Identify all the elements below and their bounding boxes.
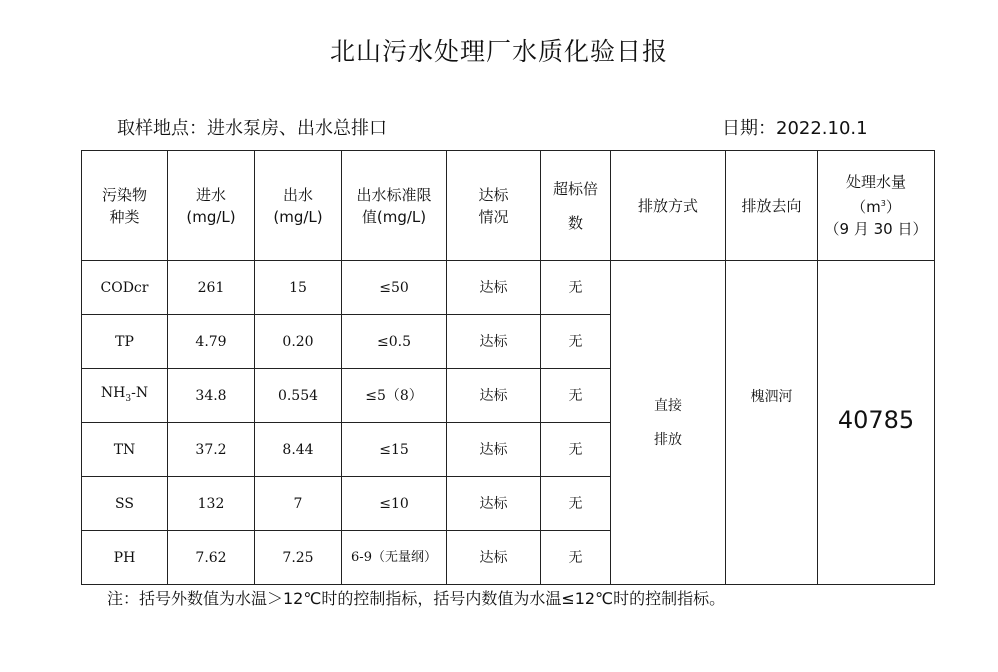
header-volume: [818, 151, 935, 261]
row-limit: ≤50: [342, 261, 447, 315]
header-outflow-line2: (mg/L): [273, 207, 323, 226]
unit-prefix: （m: [851, 198, 881, 216]
row-inflow: 261: [168, 261, 255, 315]
water-quality-table: [81, 150, 935, 585]
header-limit: [342, 151, 447, 261]
sampling-location: 取样地点：进水泵房、出水总排口: [117, 118, 387, 139]
row-item: TP: [82, 315, 168, 369]
unit-sup: 3: [880, 199, 886, 208]
header-limit-line2: 值(mg/L): [361, 207, 427, 226]
header-status: [447, 151, 541, 261]
header-volume-line2: [818, 193, 934, 218]
row-outflow: 7.25: [255, 531, 342, 585]
item-sub: 3: [125, 393, 132, 404]
header-exceed-line2: 数: [567, 213, 583, 232]
row-outflow: 0.20: [255, 315, 342, 369]
discharge-method: [611, 261, 726, 585]
row-inflow: 4.79: [168, 315, 255, 369]
row-exceed: 无: [541, 369, 611, 423]
row-outflow: 7: [255, 477, 342, 531]
row-item: CODcr: [82, 261, 168, 315]
row-inflow: 34.8: [168, 369, 255, 423]
row-item: [82, 369, 168, 423]
header-status-line1: 达标: [478, 185, 509, 204]
item-main: NH: [100, 384, 126, 401]
treated-volume: 40785: [818, 261, 935, 585]
row-exceed: 无: [541, 423, 611, 477]
header-pollutant-line1: 污染物: [101, 185, 147, 204]
row-status: 达标: [447, 423, 541, 477]
row-exceed: 无: [541, 477, 611, 531]
header-volume-line1: 处理水量: [845, 173, 906, 191]
row-inflow: 37.2: [168, 423, 255, 477]
row-status: 达标: [447, 261, 541, 315]
footnote: 注：括号外数值为水温＞12℃时的控制指标，括号内数值为水温≤12℃时的控制指标。: [107, 589, 726, 608]
table-row: [82, 261, 935, 315]
row-inflow: 132: [168, 477, 255, 531]
row-exceed: 无: [541, 261, 611, 315]
header-exceed-line1: 超标倍: [552, 179, 598, 198]
header-exceed: [541, 151, 611, 261]
row-inflow: 7.62: [168, 531, 255, 585]
row-outflow: 15: [255, 261, 342, 315]
row-outflow: 8.44: [255, 423, 342, 477]
row-item: SS: [82, 477, 168, 531]
header-outflow: [255, 151, 342, 261]
report-date: 日期：2022.10.1: [722, 118, 868, 139]
item-rest: -N: [131, 384, 149, 401]
row-outflow: 0.554: [255, 369, 342, 423]
row-limit: ≤5（8）: [342, 369, 447, 423]
header-outflow-line1: 出水: [282, 185, 313, 204]
header-destination: 排放去向: [726, 151, 818, 261]
header-status-line2: 情况: [478, 207, 509, 226]
row-item: TN: [82, 423, 168, 477]
row-exceed: 无: [541, 531, 611, 585]
header-pollutant-line2: 种类: [109, 207, 140, 226]
row-status: 达标: [447, 369, 541, 423]
row-exceed: 无: [541, 315, 611, 369]
header-method: 排放方式: [611, 151, 726, 261]
header-inflow: [168, 151, 255, 261]
report-title: 北山污水处理厂水质化验日报: [329, 37, 668, 66]
discharge-method-line2: 排放: [654, 431, 682, 448]
discharge-destination: 槐泗河: [726, 261, 818, 585]
header-inflow-line2: (mg/L): [186, 207, 236, 226]
row-limit: 6-9（无量纲）: [342, 531, 447, 585]
row-item: PH: [82, 531, 168, 585]
row-status: 达标: [447, 477, 541, 531]
header-limit-line1: 出水标准限: [356, 185, 432, 204]
header-pollutant: [82, 151, 168, 261]
header-volume-line3: （9 月 30 日）: [824, 220, 928, 238]
row-limit: ≤10: [342, 477, 447, 531]
row-status: 达标: [447, 315, 541, 369]
row-status: 达标: [447, 531, 541, 585]
header-inflow-line1: 进水: [195, 185, 226, 204]
unit-suffix: ）: [885, 198, 901, 216]
row-limit: ≤15: [342, 423, 447, 477]
row-limit: ≤0.5: [342, 315, 447, 369]
discharge-method-line1: 直接: [654, 397, 682, 414]
header-row: [82, 151, 935, 261]
